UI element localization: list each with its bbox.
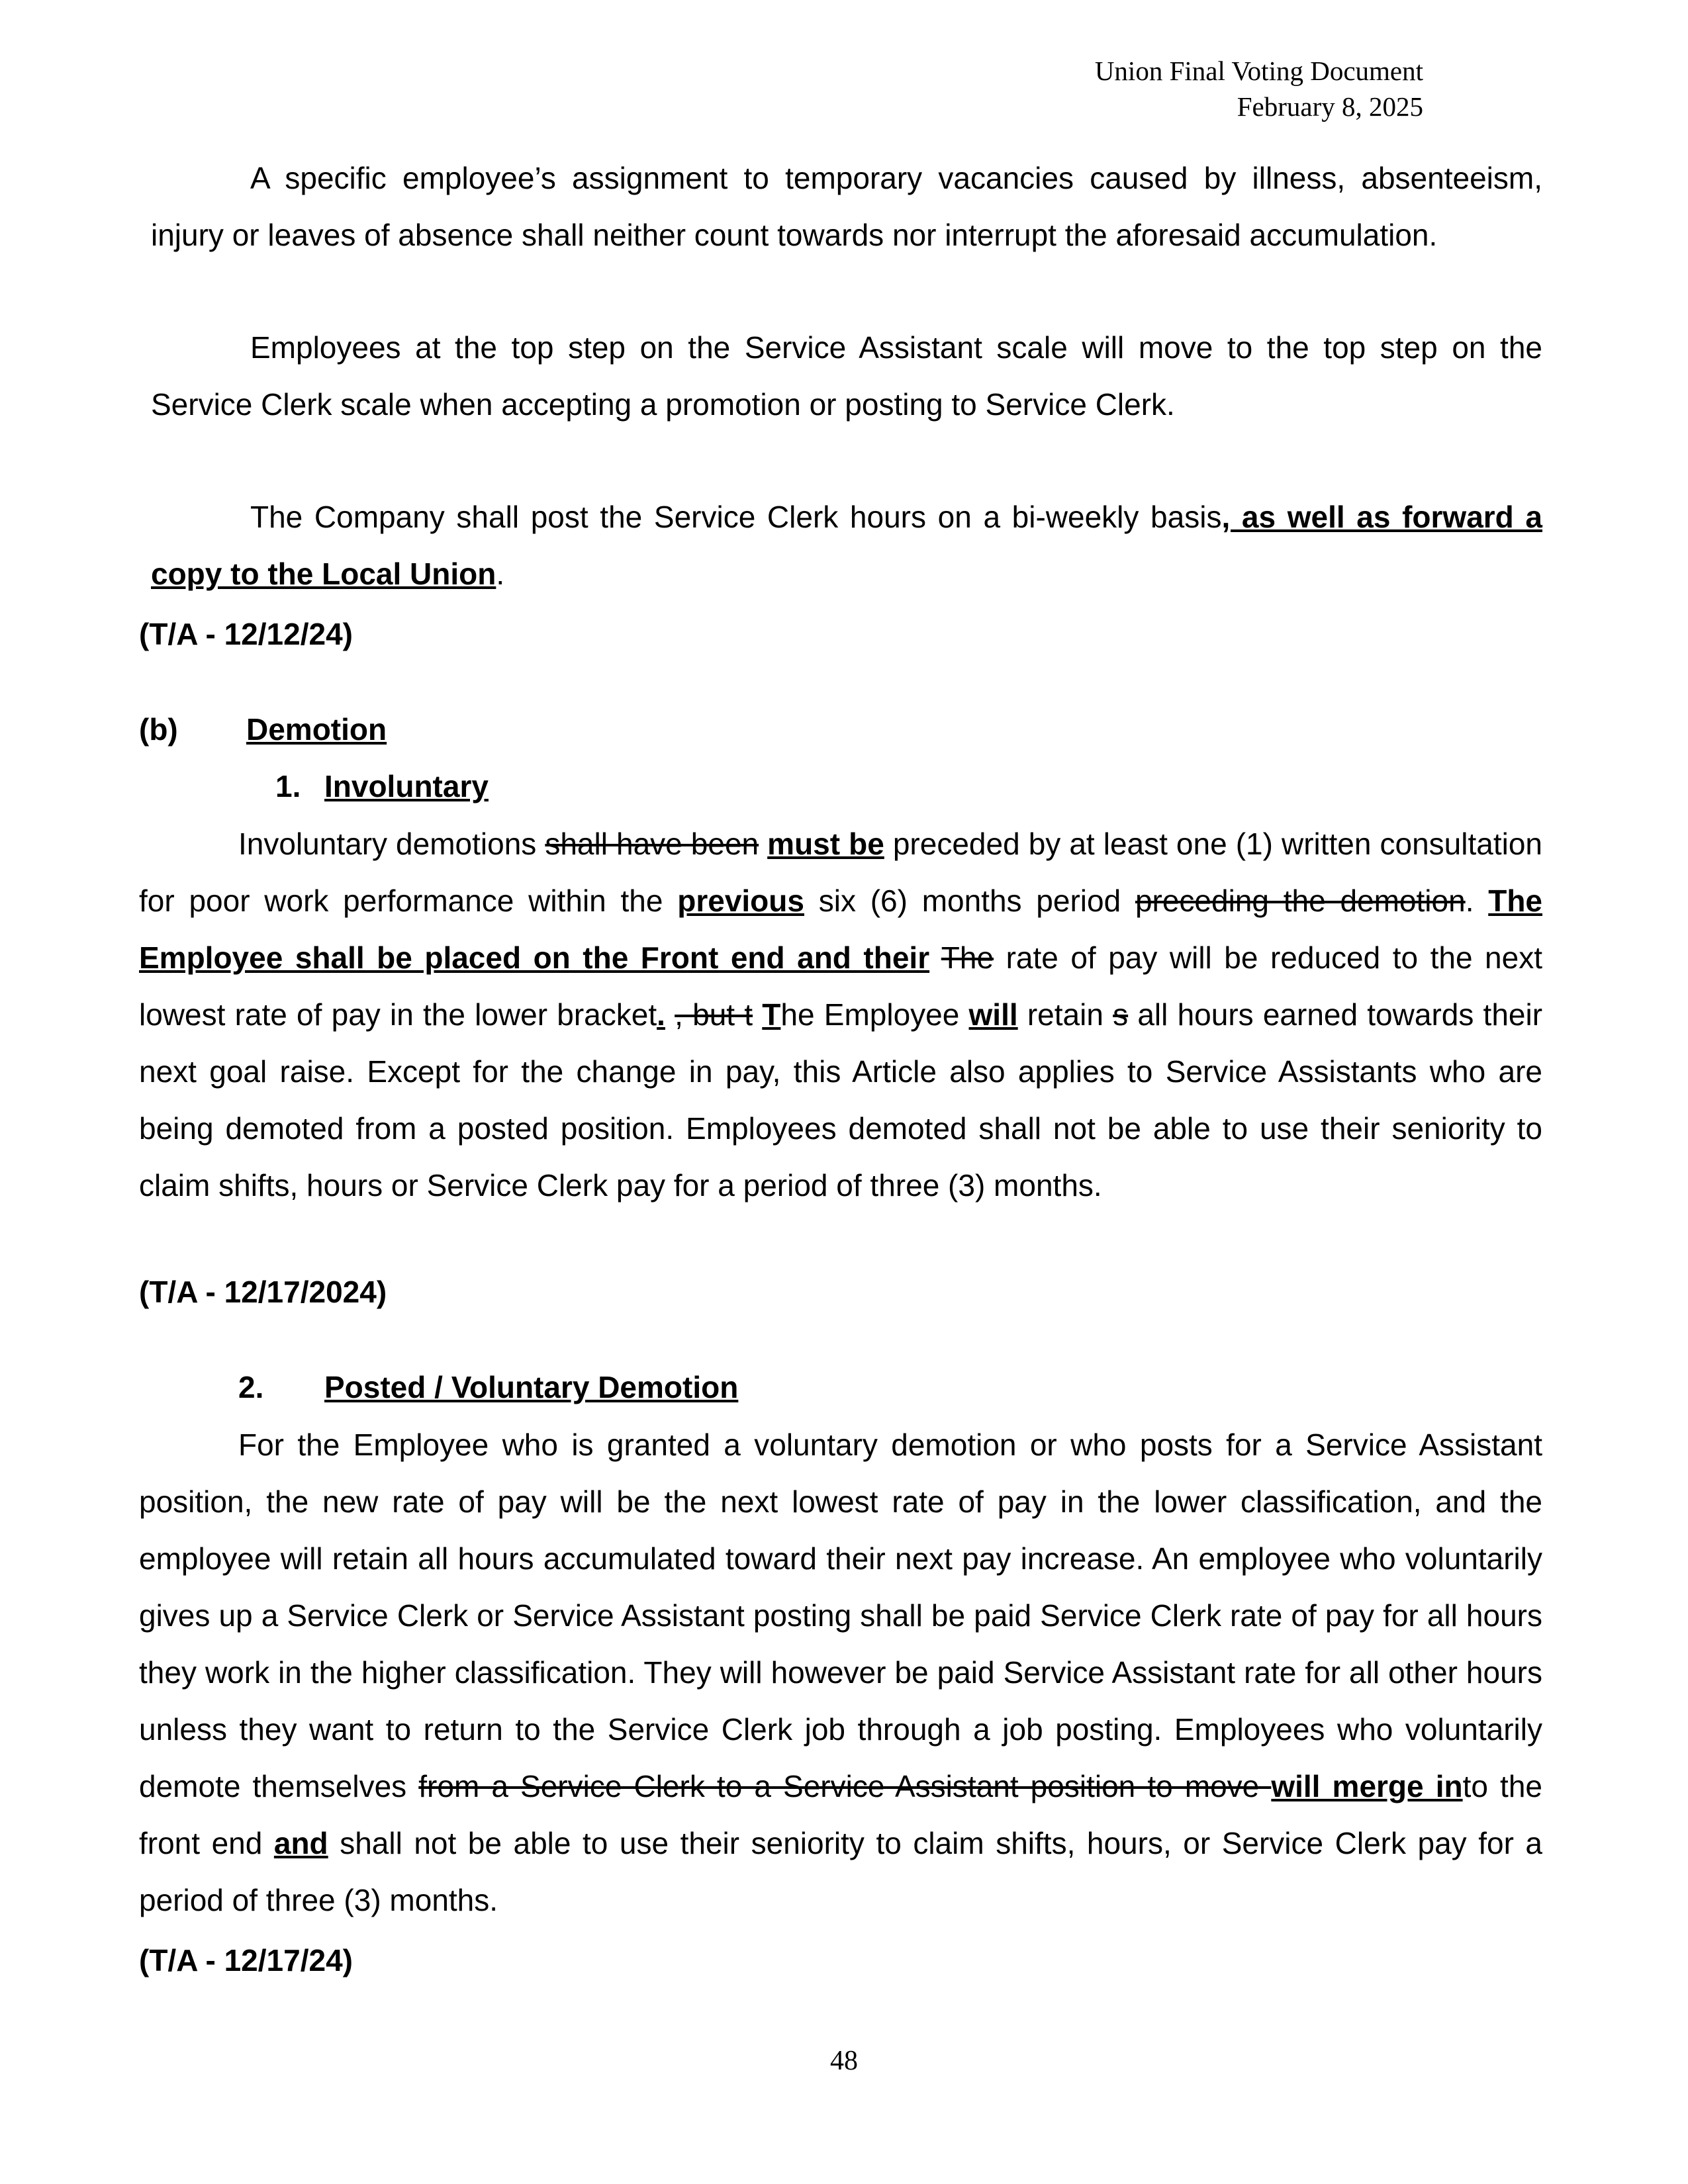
deleted-text: s	[1113, 997, 1129, 1032]
paragraph-text: shall not be able to use their seniority to claim shifts, hours, or Service Clerk pay for a period of three (3) months.	[139, 1826, 1542, 1917]
paragraph-voluntary-demotion	[139, 1416, 1542, 1929]
section-b-label: (b)	[139, 712, 178, 747]
subsection-2-title: Posted / Voluntary Demotion	[324, 1370, 739, 1404]
paragraph-text	[753, 997, 762, 1032]
header-date: February 8, 2025	[1237, 91, 1423, 122]
paragraph-top-step	[151, 319, 1542, 433]
paragraph-text: .	[496, 557, 505, 591]
paragraph-text	[759, 827, 767, 861]
paragraph-temporary-vacancies	[151, 150, 1542, 263]
header-title: Union Final Voting Document	[1094, 56, 1423, 86]
inserted-text: must be	[767, 827, 884, 861]
paragraph-text	[665, 997, 675, 1032]
paragraph-text: preceded by at least one (1) written consultation for poor work performance within the	[139, 827, 1543, 918]
subsection-2-number: 2.	[238, 1370, 264, 1404]
deleted-text: , but t	[675, 997, 753, 1032]
paragraph-text: he Employee	[780, 997, 969, 1032]
inserted-text: will merge in	[1271, 1769, 1463, 1803]
inserted-text: , as well as forward a copy to the Local Union	[151, 500, 1543, 591]
inserted-text: previous	[677, 884, 804, 918]
inserted-text: The Employee shall be placed on the Front end and their	[139, 884, 1543, 975]
paragraph-text: A specific employee’s assignment to temporary vacancies caused by illness, absenteeism, injury or leaves of absence shall neither count towards nor interrupt the aforesaid accumulation.	[151, 161, 1542, 252]
inserted-text: T	[762, 997, 781, 1032]
paragraph-text: six (6) months period	[804, 884, 1135, 918]
deleted-text: from a Service Clerk to a Service Assistant position to move	[418, 1769, 1272, 1803]
paragraph-text: Involuntary demotions	[238, 827, 545, 861]
inserted-text: will	[968, 997, 1018, 1032]
paragraph-text: Employees at the top step on the Service Assistant scale will move to the top step on the Service Clerk scale when accepting a promotion or posting to Service Clerk.	[151, 330, 1542, 422]
subsection-1-number: 1.	[275, 769, 301, 803]
deleted-text: The	[941, 940, 994, 975]
document-header	[1095, 53, 1423, 124]
subsection-1-title: Involuntary	[324, 769, 489, 803]
paragraph-involuntary-demotion	[139, 815, 1542, 1214]
paragraph-text: The Company shall post the Service Clerk hours on a bi-weekly basis	[250, 500, 1222, 534]
inserted-text: and	[273, 1826, 328, 1860]
tentative-agreement-date: (T/A - 12/17/24)	[139, 1943, 353, 1978]
tentative-agreement-date: (T/A - 12/17/2024)	[139, 1275, 387, 1309]
section-b-title: Demotion	[246, 712, 387, 747]
paragraph-text	[929, 940, 941, 975]
deleted-text: shall have been	[545, 827, 759, 861]
inserted-text: .	[657, 997, 665, 1032]
paragraph-text: rate of pay will be reduced to the next lowest rate of pay in the lower bracket	[139, 940, 1542, 1032]
paragraph-post-hours	[151, 488, 1542, 602]
deleted-text: preceding the demotion	[1135, 884, 1466, 918]
paragraph-text: retain	[1017, 997, 1113, 1032]
paragraph-text: to the front end	[139, 1769, 1542, 1860]
paragraph-text: For the Employee who is granted a voluntary demotion or who posts for a Service Assistant position, the new rate of pay will be the next lowest rate of pay in the lower classification, and the employee will retain all hours accumulated toward their next pay increase. An employee who voluntarily gives up a Service Clerk or Service Assistant posting shall be paid Service Clerk rate of pay for all hours they work in the higher classification. They will however be paid Service Assistant rate for all other hours unless they want to return to the Service Clerk job through a job posting. Employees who voluntarily demote themselves	[139, 1428, 1542, 1803]
tentative-agreement-date: (T/A - 12/12/24)	[139, 617, 353, 651]
paragraph-text: all hours earned towards their next goal raise. Except for the change in pay, this Article also applies to Service Assistants who are being demoted from a posted position. Employees demoted shall not be able to use their seniority to claim shifts, hours or Service Clerk pay for a period of three (3) months.	[139, 997, 1543, 1203]
paragraph-text: .	[1465, 884, 1489, 918]
page-number: 48	[830, 2046, 858, 2076]
